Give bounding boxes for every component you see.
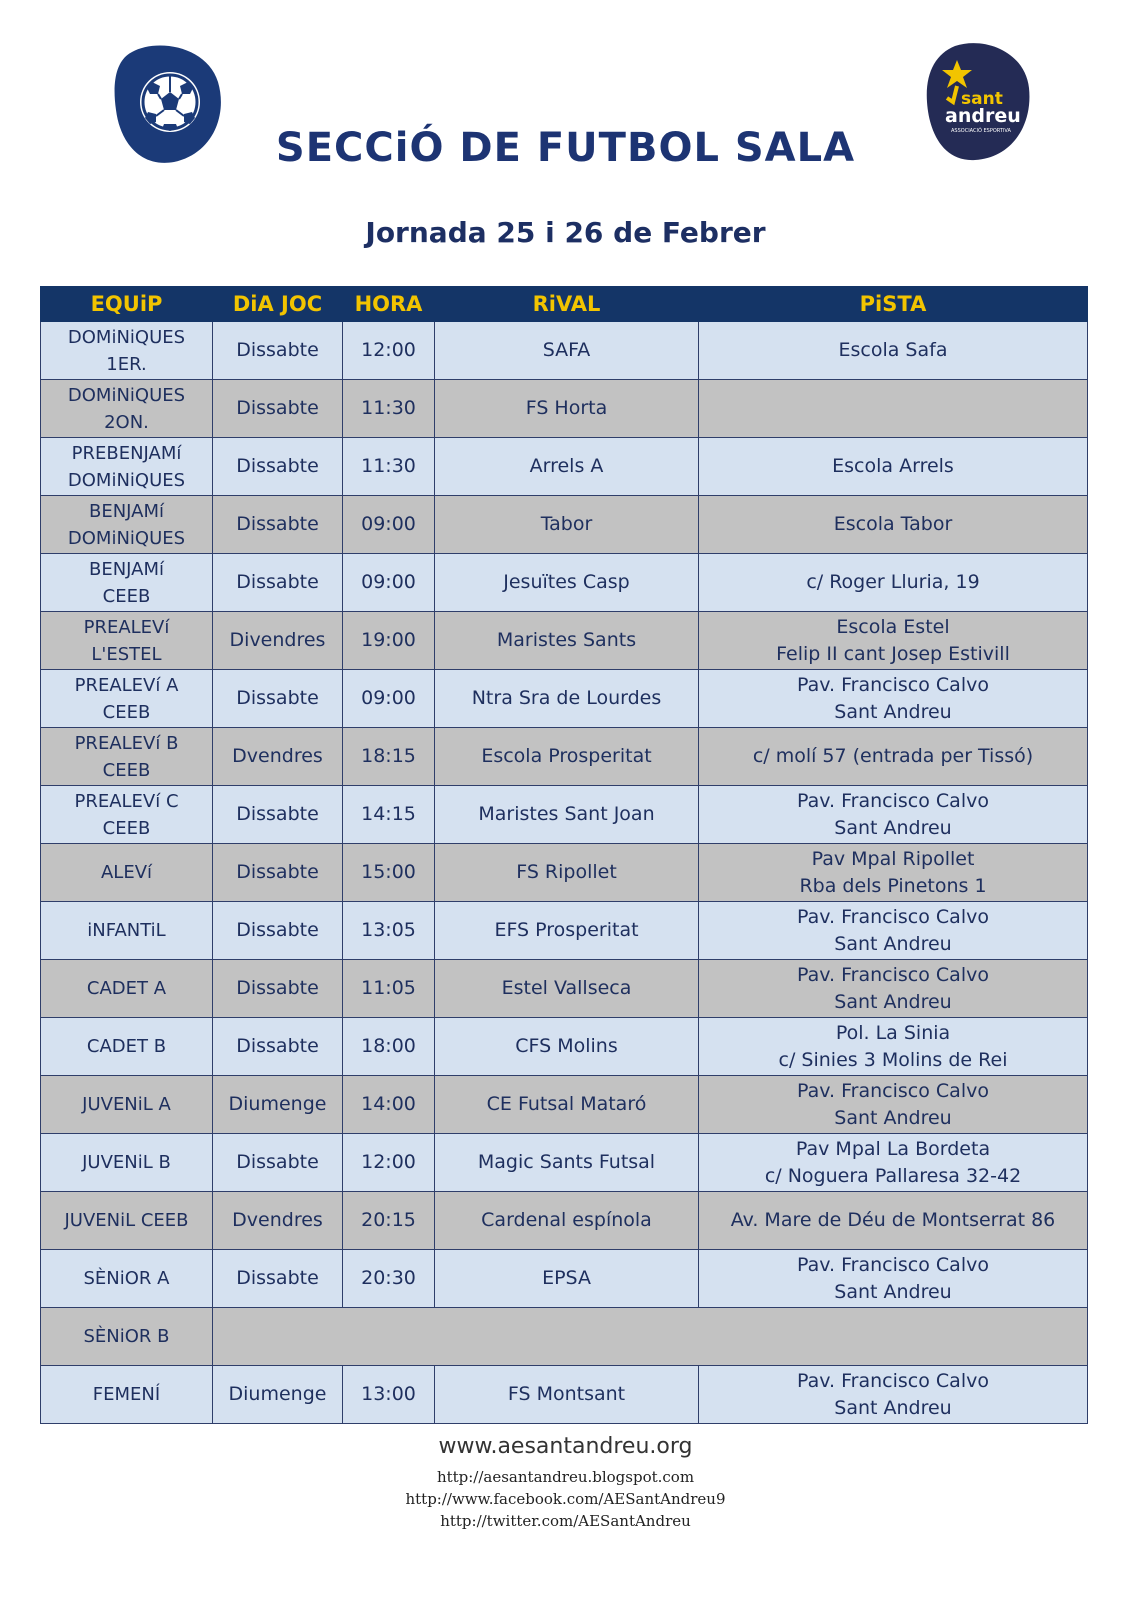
cell-team: CADET A bbox=[41, 960, 213, 1018]
col-header-venue: PiSTA bbox=[699, 287, 1088, 322]
cell-team: PREALEVí C CEEB bbox=[41, 786, 213, 844]
cell-rival: FS Horta bbox=[435, 380, 699, 438]
cell-day: Dissabte bbox=[213, 438, 343, 496]
cell-rival: EPSA bbox=[435, 1250, 699, 1308]
footer-blog-link[interactable]: http://aesantandreu.blogspot.com bbox=[436, 1468, 695, 1486]
col-header-rival: RiVAL bbox=[435, 287, 699, 322]
table-row bbox=[41, 554, 1088, 612]
table-row bbox=[41, 1192, 1088, 1250]
cell-venue: Escola Arrels bbox=[699, 438, 1088, 496]
cell-venue: c/ Roger Lluria, 19 bbox=[699, 554, 1088, 612]
cell-day: Diumenge bbox=[213, 1076, 343, 1134]
cell-venue: Pav Mpal Ripollet Rba dels Pinetons 1 bbox=[699, 844, 1088, 902]
cell-time: 11:30 bbox=[343, 380, 435, 438]
cell-venue: Av. Mare de Déu de Montserrat 86 bbox=[699, 1192, 1088, 1250]
cell-time: 18:15 bbox=[343, 728, 435, 786]
cell-team: DOMiNiQUES 1ER. bbox=[41, 322, 213, 380]
footer-website[interactable]: www.aesantandreu.org bbox=[438, 1434, 693, 1459]
cell-venue: Pav. Francisco Calvo Sant Andreu bbox=[699, 1366, 1088, 1424]
table-row bbox=[41, 902, 1088, 960]
cell-day: Dissabte bbox=[213, 1018, 343, 1076]
table-header-row bbox=[41, 287, 1088, 322]
page-subtitle: Jornada 25 i 26 de Febrer bbox=[365, 216, 766, 249]
footer-facebook-link[interactable]: http://www.facebook.com/AESantAndreu9 bbox=[405, 1490, 726, 1508]
cell-day: Dissabte bbox=[213, 844, 343, 902]
cell-time: 15:00 bbox=[343, 844, 435, 902]
cell-team: SÈNiOR A bbox=[41, 1250, 213, 1308]
table-row bbox=[41, 438, 1088, 496]
cell-team: PREALEVí L'ESTEL bbox=[41, 612, 213, 670]
cell-team: PREALEVí B CEEB bbox=[41, 728, 213, 786]
cell-day: Dissabte bbox=[213, 380, 343, 438]
cell-day: Dissabte bbox=[213, 322, 343, 380]
cell-time: 13:05 bbox=[343, 902, 435, 960]
cell-venue: Pav. Francisco Calvo Sant Andreu bbox=[699, 902, 1088, 960]
cell-rival: Tabor bbox=[435, 496, 699, 554]
table-row bbox=[41, 1076, 1088, 1134]
cell-day: Dissabte bbox=[213, 902, 343, 960]
cell-team: PREALEVí A CEEB bbox=[41, 670, 213, 728]
cell-time: 19:00 bbox=[343, 612, 435, 670]
cell-team: SÈNiOR B bbox=[41, 1308, 213, 1366]
table-row bbox=[41, 1250, 1088, 1308]
cell-time: 09:00 bbox=[343, 670, 435, 728]
table-row bbox=[41, 380, 1088, 438]
cell-venue: Pav. Francisco Calvo Sant Andreu bbox=[699, 786, 1088, 844]
page-title: SECCiÓ DE FUTBOL SALA bbox=[275, 125, 856, 171]
cell-venue: Pav. Francisco Calvo Sant Andreu bbox=[699, 1076, 1088, 1134]
cell-team: JUVENiL B bbox=[41, 1134, 213, 1192]
cell-day: Dvendres bbox=[213, 1192, 343, 1250]
table-row bbox=[41, 322, 1088, 380]
cell-rival: FS Montsant bbox=[435, 1366, 699, 1424]
cell-team: ALEVí bbox=[41, 844, 213, 902]
table-row bbox=[41, 496, 1088, 554]
table-row bbox=[41, 670, 1088, 728]
cell-time: 12:00 bbox=[343, 322, 435, 380]
col-header-time: HORA bbox=[343, 287, 435, 322]
cell-rival: Maristes Sant Joan bbox=[435, 786, 699, 844]
cell-time: 20:15 bbox=[343, 1192, 435, 1250]
cell-team: DOMiNiQUES 2ON. bbox=[41, 380, 213, 438]
logo-text-andreu: andreu bbox=[945, 105, 1021, 127]
cell-day: Dissabte bbox=[213, 1134, 343, 1192]
cell-venue: Escola Tabor bbox=[699, 496, 1088, 554]
cell-rival: Arrels A bbox=[435, 438, 699, 496]
cell-day: Dissabte bbox=[213, 554, 343, 612]
cell-rival: Jesuïtes Casp bbox=[435, 554, 699, 612]
cell-rival: CE Futsal Mataró bbox=[435, 1076, 699, 1134]
table-row bbox=[41, 786, 1088, 844]
cell-team: JUVENiL A bbox=[41, 1076, 213, 1134]
col-header-day: DiA JOC bbox=[213, 287, 343, 322]
cell-time: 09:00 bbox=[343, 496, 435, 554]
cell-day: Dissabte bbox=[213, 1250, 343, 1308]
table-row bbox=[41, 728, 1088, 786]
cell-venue: Pav. Francisco Calvo Sant Andreu bbox=[699, 670, 1088, 728]
footer-twitter-link[interactable]: http://twitter.com/AESantAndreu bbox=[440, 1512, 691, 1530]
logo-text-assoc: ASSOCIACIÓ ESPORTIVA bbox=[951, 128, 1011, 134]
table-row bbox=[41, 1366, 1088, 1424]
cell-team: CADET B bbox=[41, 1018, 213, 1076]
cell-day: Dissabte bbox=[213, 960, 343, 1018]
cell-day: Dissabte bbox=[213, 670, 343, 728]
cell-team: BENJAMí DOMiNiQUES bbox=[41, 496, 213, 554]
logo-text-sant: sant bbox=[961, 89, 1003, 109]
schedule-table bbox=[40, 286, 1088, 1424]
cell-venue: Pav. Francisco Calvo Sant Andreu bbox=[699, 1250, 1088, 1308]
cell-rival: Escola Prosperitat bbox=[435, 728, 699, 786]
cell-rival: FS Ripollet bbox=[435, 844, 699, 902]
cell-time: 14:15 bbox=[343, 786, 435, 844]
cell-team: BENJAMí CEEB bbox=[41, 554, 213, 612]
cell-venue: Pol. La Sinia c/ Sinies 3 Molins de Rei bbox=[699, 1018, 1088, 1076]
cell-rival: SAFA bbox=[435, 322, 699, 380]
table-row bbox=[41, 1308, 1088, 1366]
cell-time: 18:00 bbox=[343, 1018, 435, 1076]
cell-venue: Pav. Francisco Calvo Sant Andreu bbox=[699, 960, 1088, 1018]
cell-venue: c/ molí 57 (entrada per Tissó) bbox=[699, 728, 1088, 786]
cell-day: Divendres bbox=[213, 612, 343, 670]
table-row bbox=[41, 612, 1088, 670]
cell-time: 14:00 bbox=[343, 1076, 435, 1134]
cell-rival: Estel Vallseca bbox=[435, 960, 699, 1018]
cell-rival: Cardenal espínola bbox=[435, 1192, 699, 1250]
cell-venue: Pav Mpal La Bordeta c/ Noguera Pallaresa 32-42 bbox=[699, 1134, 1088, 1192]
cell-team: PREBENJAMí DOMiNiQUES bbox=[41, 438, 213, 496]
cell-rival: CFS Molins bbox=[435, 1018, 699, 1076]
cell-day: Dissabte bbox=[213, 786, 343, 844]
cell-time: 11:05 bbox=[343, 960, 435, 1018]
cell-time: 11:30 bbox=[343, 438, 435, 496]
cell-team: iNFANTiL bbox=[41, 902, 213, 960]
cell-venue: Escola Estel Felip II cant Josep Estivill bbox=[699, 612, 1088, 670]
table-row bbox=[41, 960, 1088, 1018]
table-row bbox=[41, 1134, 1088, 1192]
cell-team: JUVENiL CEEB bbox=[41, 1192, 213, 1250]
cell-rival: Maristes Sants bbox=[435, 612, 699, 670]
cell-empty-merged bbox=[213, 1308, 1088, 1366]
cell-day: Diumenge bbox=[213, 1366, 343, 1424]
cell-venue: Escola Safa bbox=[699, 322, 1088, 380]
cell-time: 20:30 bbox=[343, 1250, 435, 1308]
col-header-team: EQUiP bbox=[41, 287, 213, 322]
table-row bbox=[41, 1018, 1088, 1076]
cell-rival: Magic Sants Futsal bbox=[435, 1134, 699, 1192]
cell-time: 13:00 bbox=[343, 1366, 435, 1424]
cell-day: Dvendres bbox=[213, 728, 343, 786]
cell-time: 09:00 bbox=[343, 554, 435, 612]
table-row bbox=[41, 844, 1088, 902]
cell-rival: Ntra Sra de Lourdes bbox=[435, 670, 699, 728]
cell-rival: EFS Prosperitat bbox=[435, 902, 699, 960]
cell-day: Dissabte bbox=[213, 496, 343, 554]
cell-time: 12:00 bbox=[343, 1134, 435, 1192]
cell-team: FEMENÍ bbox=[41, 1366, 213, 1424]
cell-venue bbox=[699, 380, 1088, 438]
